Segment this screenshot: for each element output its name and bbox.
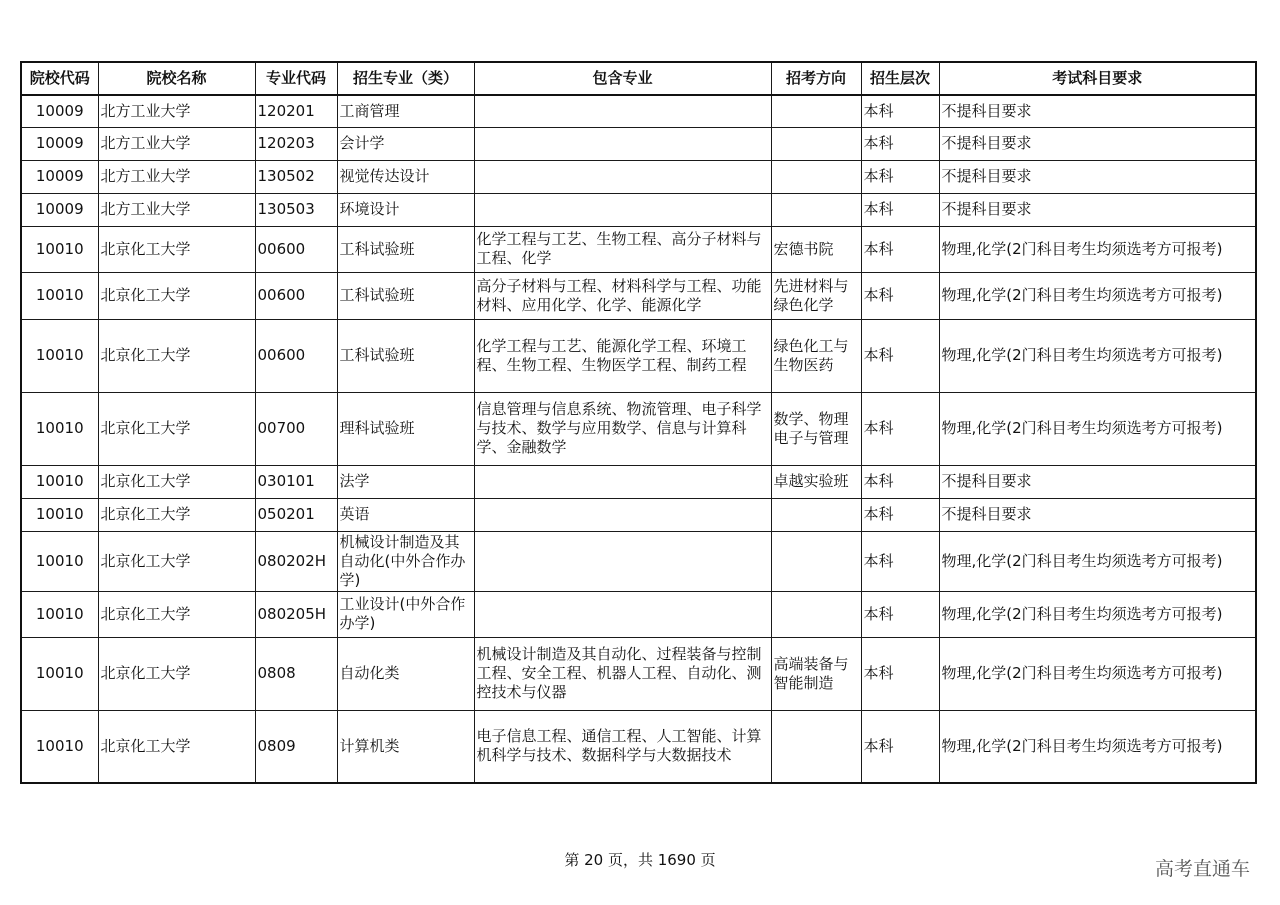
table-row bbox=[21, 637, 1256, 710]
subjects-cell: 不提科目要求 bbox=[939, 160, 1256, 193]
direction-cell: 宏德书院 bbox=[771, 226, 861, 272]
level-cell: 本科 bbox=[861, 319, 939, 392]
includes-cell bbox=[474, 531, 771, 591]
table-row bbox=[21, 272, 1256, 319]
subjects-cell: 不提科目要求 bbox=[939, 127, 1256, 160]
table-row bbox=[21, 710, 1256, 783]
table-row bbox=[21, 531, 1256, 591]
subjects-cell: 物理,化学(2门科目考生均须选考方可报考) bbox=[939, 226, 1256, 272]
header-includes: 包含专业 bbox=[474, 62, 771, 95]
direction-cell bbox=[771, 193, 861, 226]
includes-cell: 信息管理与信息系统、物流管理、电子科学与技术、数学与应用数学、信息与计算科学、金融数学 bbox=[474, 392, 771, 465]
table-row bbox=[21, 95, 1256, 127]
level-cell: 本科 bbox=[861, 591, 939, 637]
table-row bbox=[21, 591, 1256, 637]
table-row bbox=[21, 319, 1256, 392]
page-number: 第 20 页，共 1690 页 bbox=[564, 851, 716, 869]
header-level: 招生层次 bbox=[861, 62, 939, 95]
school-name-cell: 北京化工大学 bbox=[98, 498, 255, 531]
major-cell: 工科试验班 bbox=[337, 272, 474, 319]
level-cell: 本科 bbox=[861, 392, 939, 465]
school-name-cell: 北京化工大学 bbox=[98, 637, 255, 710]
direction-cell: 先进材料与绿色化学 bbox=[771, 272, 861, 319]
includes-cell bbox=[474, 591, 771, 637]
major-code-cell: 030101 bbox=[255, 465, 337, 498]
subjects-cell: 物理,化学(2门科目考生均须选考方可报考) bbox=[939, 531, 1256, 591]
subjects-cell: 不提科目要求 bbox=[939, 498, 1256, 531]
school-code-cell: 10010 bbox=[21, 637, 98, 710]
subjects-cell: 物理,化学(2门科目考生均须选考方可报考) bbox=[939, 272, 1256, 319]
admission-table bbox=[20, 61, 1257, 784]
major-cell: 机械设计制造及其自动化(中外合作办学) bbox=[337, 531, 474, 591]
table-row bbox=[21, 127, 1256, 160]
major-code-cell: 130502 bbox=[255, 160, 337, 193]
includes-cell bbox=[474, 193, 771, 226]
table-row bbox=[21, 392, 1256, 465]
school-name-cell: 北京化工大学 bbox=[98, 710, 255, 783]
school-name-cell: 北方工业大学 bbox=[98, 160, 255, 193]
direction-cell: 高端装备与智能制造 bbox=[771, 637, 861, 710]
major-code-cell: 050201 bbox=[255, 498, 337, 531]
table-body bbox=[21, 95, 1256, 783]
school-code-cell: 10009 bbox=[21, 127, 98, 160]
school-name-cell: 北京化工大学 bbox=[98, 465, 255, 498]
header-major-code: 专业代码 bbox=[255, 62, 337, 95]
direction-cell bbox=[771, 531, 861, 591]
school-name-cell: 北京化工大学 bbox=[98, 226, 255, 272]
major-cell: 自动化类 bbox=[337, 637, 474, 710]
major-cell: 会计学 bbox=[337, 127, 474, 160]
school-code-cell: 10010 bbox=[21, 319, 98, 392]
subjects-cell: 不提科目要求 bbox=[939, 193, 1256, 226]
school-code-cell: 10010 bbox=[21, 226, 98, 272]
level-cell: 本科 bbox=[861, 193, 939, 226]
school-name-cell: 北京化工大学 bbox=[98, 392, 255, 465]
direction-cell: 数学、物理电子与管理 bbox=[771, 392, 861, 465]
header-school-code: 院校代码 bbox=[21, 62, 98, 95]
subjects-cell: 物理,化学(2门科目考生均须选考方可报考) bbox=[939, 392, 1256, 465]
table-header-row bbox=[21, 62, 1256, 95]
major-code-cell: 00600 bbox=[255, 319, 337, 392]
school-name-cell: 北方工业大学 bbox=[98, 127, 255, 160]
level-cell: 本科 bbox=[861, 637, 939, 710]
direction-cell bbox=[771, 127, 861, 160]
direction-cell bbox=[771, 160, 861, 193]
major-code-cell: 0808 bbox=[255, 637, 337, 710]
school-code-cell: 10010 bbox=[21, 591, 98, 637]
major-code-cell: 120203 bbox=[255, 127, 337, 160]
major-cell: 计算机类 bbox=[337, 710, 474, 783]
major-code-cell: 120201 bbox=[255, 95, 337, 127]
subjects-cell: 物理,化学(2门科目考生均须选考方可报考) bbox=[939, 637, 1256, 710]
includes-cell: 化学工程与工艺、能源化学工程、环境工程、生物工程、生物医学工程、制药工程 bbox=[474, 319, 771, 392]
school-code-cell: 10010 bbox=[21, 465, 98, 498]
includes-cell: 电子信息工程、通信工程、人工智能、计算机科学与技术、数据科学与大数据技术 bbox=[474, 710, 771, 783]
subjects-cell: 物理,化学(2门科目考生均须选考方可报考) bbox=[939, 710, 1256, 783]
subjects-cell: 不提科目要求 bbox=[939, 465, 1256, 498]
major-code-cell: 130503 bbox=[255, 193, 337, 226]
major-cell: 环境设计 bbox=[337, 193, 474, 226]
direction-cell: 绿色化工与生物医药 bbox=[771, 319, 861, 392]
watermark-text: 高考直通车 bbox=[1154, 858, 1250, 880]
includes-cell bbox=[474, 160, 771, 193]
school-code-cell: 10009 bbox=[21, 160, 98, 193]
major-cell: 工商管理 bbox=[337, 95, 474, 127]
level-cell: 本科 bbox=[861, 272, 939, 319]
school-code-cell: 10010 bbox=[21, 272, 98, 319]
school-name-cell: 北京化工大学 bbox=[98, 531, 255, 591]
school-code-cell: 10010 bbox=[21, 498, 98, 531]
major-cell: 工科试验班 bbox=[337, 226, 474, 272]
includes-cell: 化学工程与工艺、生物工程、高分子材料与工程、化学 bbox=[474, 226, 771, 272]
level-cell: 本科 bbox=[861, 226, 939, 272]
major-code-cell: 00600 bbox=[255, 272, 337, 319]
subjects-cell: 不提科目要求 bbox=[939, 95, 1256, 127]
school-code-cell: 10010 bbox=[21, 392, 98, 465]
header-major: 招生专业（类） bbox=[337, 62, 474, 95]
school-name-cell: 北京化工大学 bbox=[98, 272, 255, 319]
school-code-cell: 10009 bbox=[21, 95, 98, 127]
school-name-cell: 北方工业大学 bbox=[98, 95, 255, 127]
direction-cell: 卓越实验班 bbox=[771, 465, 861, 498]
major-cell: 英语 bbox=[337, 498, 474, 531]
header-subjects: 考试科目要求 bbox=[939, 62, 1256, 95]
header-school-name: 院校名称 bbox=[98, 62, 255, 95]
level-cell: 本科 bbox=[861, 465, 939, 498]
table-row bbox=[21, 465, 1256, 498]
subjects-cell: 物理,化学(2门科目考生均须选考方可报考) bbox=[939, 319, 1256, 392]
direction-cell bbox=[771, 591, 861, 637]
includes-cell bbox=[474, 95, 771, 127]
direction-cell bbox=[771, 95, 861, 127]
level-cell: 本科 bbox=[861, 127, 939, 160]
major-cell: 视觉传达设计 bbox=[337, 160, 474, 193]
includes-cell: 机械设计制造及其自动化、过程装备与控制工程、安全工程、机器人工程、自动化、测控技术与仪器 bbox=[474, 637, 771, 710]
school-name-cell: 北方工业大学 bbox=[98, 193, 255, 226]
subjects-cell: 物理,化学(2门科目考生均须选考方可报考) bbox=[939, 591, 1256, 637]
level-cell: 本科 bbox=[861, 498, 939, 531]
major-cell: 理科试验班 bbox=[337, 392, 474, 465]
table-row bbox=[21, 226, 1256, 272]
includes-cell bbox=[474, 127, 771, 160]
level-cell: 本科 bbox=[861, 95, 939, 127]
major-cell: 法学 bbox=[337, 465, 474, 498]
major-code-cell: 080205H bbox=[255, 591, 337, 637]
includes-cell bbox=[474, 465, 771, 498]
includes-cell: 高分子材料与工程、材料科学与工程、功能材料、应用化学、化学、能源化学 bbox=[474, 272, 771, 319]
major-code-cell: 080202H bbox=[255, 531, 337, 591]
level-cell: 本科 bbox=[861, 160, 939, 193]
direction-cell bbox=[771, 498, 861, 531]
school-code-cell: 10009 bbox=[21, 193, 98, 226]
school-code-cell: 10010 bbox=[21, 710, 98, 783]
school-name-cell: 北京化工大学 bbox=[98, 319, 255, 392]
major-code-cell: 00600 bbox=[255, 226, 337, 272]
major-code-cell: 0809 bbox=[255, 710, 337, 783]
direction-cell bbox=[771, 710, 861, 783]
level-cell: 本科 bbox=[861, 710, 939, 783]
table-row bbox=[21, 160, 1256, 193]
header-direction: 招考方向 bbox=[771, 62, 861, 95]
major-cell: 工业设计(中外合作办学) bbox=[337, 591, 474, 637]
table-row bbox=[21, 193, 1256, 226]
includes-cell bbox=[474, 498, 771, 531]
table-row bbox=[21, 498, 1256, 531]
major-cell: 工科试验班 bbox=[337, 319, 474, 392]
school-code-cell: 10010 bbox=[21, 531, 98, 591]
school-name-cell: 北京化工大学 bbox=[98, 591, 255, 637]
level-cell: 本科 bbox=[861, 531, 939, 591]
major-code-cell: 00700 bbox=[255, 392, 337, 465]
